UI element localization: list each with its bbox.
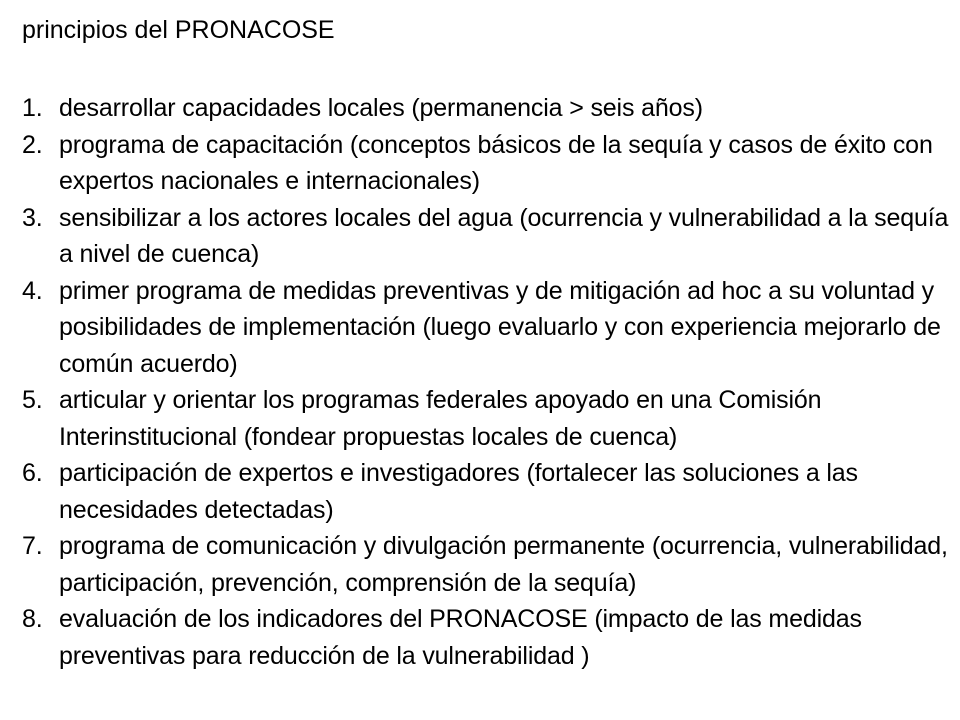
list-item-number: 3. (22, 203, 43, 232)
list-item (22, 273, 952, 383)
list-item-text: programa de comunicación y divulgación permanente (ocurrencia, vulnerabilidad, participación, prevención, comprensión de la sequía) (59, 532, 948, 597)
list-item (22, 455, 952, 528)
list-item-number: 5. (22, 386, 43, 414)
list-item (22, 382, 952, 455)
slide-title: principios del PRONACOSE (22, 16, 335, 44)
list-item (22, 601, 952, 674)
list-item-number: 2. (22, 130, 43, 159)
list-item (22, 528, 952, 601)
list-item-number: 6. (22, 459, 43, 487)
list-item-number: 7. (22, 532, 43, 560)
list-item-text: programa de capacitación (conceptos básicos de la sequía y casos de éxito con expertos nacionales e internacionales) (59, 130, 933, 195)
list-item-text: articular y orientar los programas federales apoyado en una Comisión Interinstitucional (fondear propuestas locales de cuenca) (59, 386, 822, 451)
list-item-text: participación de expertos e investigadores (fortalecer las soluciones a las necesidades detectadas) (59, 459, 858, 524)
list-item (22, 200, 952, 273)
list-item-number: 8. (22, 605, 43, 633)
list-item (22, 90, 952, 127)
list-item-text: desarrollar capacidades locales (permanencia > seis años) (59, 94, 703, 122)
list-item-text: evaluación de los indicadores del PRONACOSE (impacto de las medidas preventivas para reducción de la vulnerabilidad ) (59, 605, 862, 670)
list-item-number: 4. (22, 276, 43, 305)
list-item-number: 1. (22, 94, 43, 122)
list-item (22, 127, 952, 200)
list-item-text: primer programa de medidas preventivas y de mitigación ad hoc a su voluntad y posibilidades de implementación (luego evaluarlo y con experiencia mejorarlo de común acuerdo) (59, 276, 941, 378)
list-item-text: sensibilizar a los actores locales del agua (ocurrencia y vulnerabilidad a la sequía a nivel de cuenca) (59, 203, 949, 268)
principles-list (22, 90, 952, 674)
